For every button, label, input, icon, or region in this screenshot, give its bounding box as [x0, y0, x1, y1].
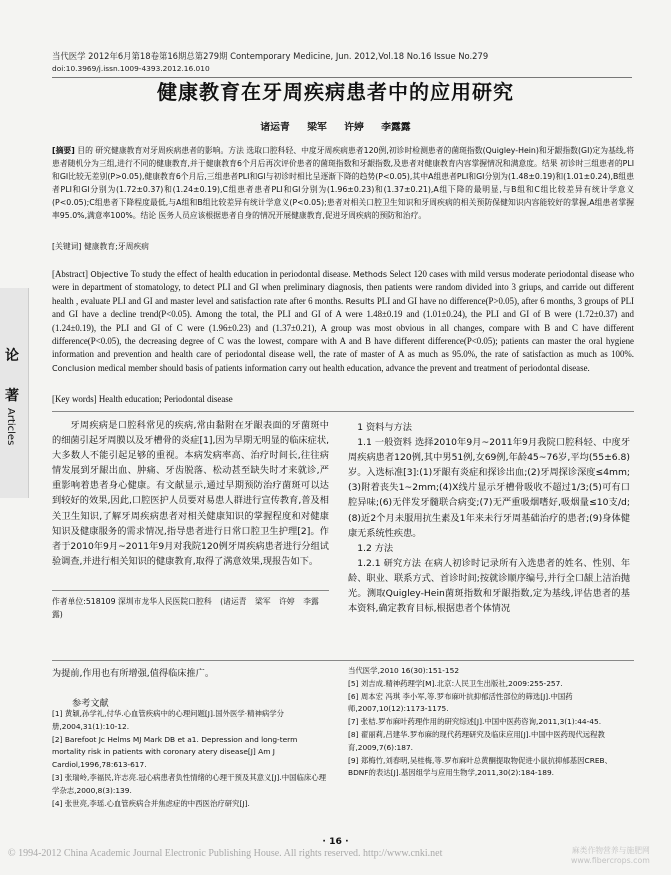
- reference-item: [9] 郑梅竹,刘春明,吴桂梅,等.罗布麻叶总黄酮提取物促进小鼠抗抑郁基因CREB、BDNF的表达[J].基因组学与应用生物学,2011,30(2):184-189.: [348, 755, 612, 778]
- methods-label: Methods: [352, 270, 388, 279]
- author-list: [0, 119, 671, 133]
- methods-section: [348, 420, 630, 616]
- watermark-line: www.fibercrops.com: [571, 856, 650, 865]
- sidebar-char-1: 论: [5, 348, 19, 364]
- subsection-1-1: [348, 435, 630, 541]
- reference-item: [1] 黄颖,孙学礼,付华.心血管疾病中的心理问题[J].国外医学·精神病学分册,2004,31(1):10-12.: [52, 709, 285, 731]
- conclusion-label: Conclusion: [52, 363, 96, 373]
- page-continuation-divider: [52, 660, 634, 661]
- article-title: 健康教育在牙周疾病患者中的应用研究: [157, 80, 514, 104]
- reference-item: [4] 张世亮,李瑶.心血管疾病合并焦虑症的中西医治疗研究[J].: [52, 798, 250, 808]
- watermark-line: 麻类作物营养与施肥网: [571, 846, 650, 855]
- references-title: 参考文献: [72, 698, 109, 709]
- reference-item: 当代医学,2010 16(30):151-152: [348, 666, 460, 675]
- author-name: 诸运青: [260, 122, 290, 133]
- chinese-keywords: [关键词] 健康教育;牙周疾病: [52, 242, 149, 251]
- chinese-abstract: [52, 144, 634, 222]
- conclusion-text: medical member should basis of patients information carry out health education, advance the prevent and treatment of periodontal disease.: [97, 362, 590, 373]
- author-unit-label: 作者单位:518109 深圳市龙华人民医院口腔科: [52, 597, 212, 606]
- author-name: 许婷: [344, 122, 364, 133]
- english-keywords: [Key words] Health education; Periodontal disease: [52, 394, 233, 404]
- author-unit-name: 李露露): [52, 597, 319, 619]
- author-name: 梁军: [307, 122, 327, 133]
- doi-line: doi:10.3969/j.issn.1009-4393.2012.16.010: [52, 64, 210, 73]
- methods-text: Select 120 cases with mild versus moderate periodontal disease who were in department of stomatology, to detect PLI and GI when preliminary diagnosis, then patients were random divided into 3 griups, and carride out different health , evaluate PLI and GI and master level and satisfaction rate after 6 months.: [52, 269, 635, 306]
- results-text: PLI and GI have no difference(P>0.05), after 6 months, 3 groups of PLI and GI have a decline trend(P<0.05). Among the total, the PLI and GI of A were 1.48±0.19 and (1.01±0.24), the PLI and GI of B were (1.72±0.37) and (1.24±0.19), the PLI and GI of C were (1.96±0.23) and (1.37±0.21), A group was most obvious in all changes, compare with B and C have different difference(P<0.05), the decreasing degree of C was the lowest, compare with A and B have different difference(P<0.05); patients can master the oral hygiene information and prevention and health care of periodontal disease well, the rate of master of A as much as 95.0%, the rate of satisfaction as much as 100%.: [52, 295, 635, 360]
- english-abstract: [52, 268, 634, 375]
- reference-item: [8] 翟丽莉,吕建华.罗布麻的现代药理研究及临床应用[J].中国中医药现代远程教育,2009,7(6):187.: [348, 729, 605, 752]
- sidebar-char-2: 著: [5, 388, 19, 404]
- author-name: 李露露: [381, 122, 411, 133]
- reference-item: [7] 张桔.罗布麻叶药理作用的研究综述[J].中国中医药咨询,2011,3(1):44-45.: [348, 717, 602, 727]
- journal-header: 当代医学 2012年6月第18卷第16期总第279期 Contemporary Medicine, Jun. 2012,Vol.18 No.16 Issue No.279: [52, 51, 489, 61]
- abstract-en-label: [Abstract]: [52, 269, 88, 279]
- subsection-text: 选择2010年9月~2011年9月我院口腔科轻、中度牙周疾病患者120例,其中男51例,女69例,年龄45~76岁,平均(55±6.8)岁。入选标准[3]:(1)牙龈有炎症和探诊出血;(2)牙周探诊深度≤4mm;(3)附着丧失1~2mm;(4)X线片显示牙槽骨吸收不超过1/3;(5)可有口腔异味;(6)无伴发牙髓联合病变;(7)无严重吸烟嗜好,吸烟量≤10支/d;(8)近2个月未服用抗生素及1年来未行牙周基础治疗的患者;(9)身体健康无系统性疾患。: [348, 437, 631, 539]
- subsection-heading: 1.2 方法: [357, 542, 394, 554]
- subsection-text: 在病人初诊时记录所有入选患者的姓名、性别、年龄、职业、联系方式、首诊时间;按就诊顺序编号,并行全口龈上洁治抛光。测取Quigley-Hein菌斑指数和牙龈指数,定为基线,评估患者的基本资料,确定教育目标,根据患者个体情况: [348, 557, 631, 615]
- objective-label: Objective: [90, 270, 129, 279]
- reference-item: [2] Barefoot Jc Helms MJ Mark DB et a1. Depression and long-term mortality risk in patients with coronary atery disease[J] Am J Cardiol,1996,78:613-617.: [52, 734, 298, 770]
- objective-text: To study the effect of health education in periodontal disease.: [130, 269, 351, 279]
- author-unit-name: (诸运青: [220, 597, 247, 606]
- reference-item: [3] 张瑞岭,李福民,许志亮.冠心病患者负性情绪的心理干预及其意义[J].中国临床心理学杂志,2000,8(3):139.: [52, 772, 327, 795]
- reference-item: [5] 刘吉成.精神药理学[M].北京:人民卫生出版社,2009:255-257.: [348, 678, 563, 688]
- references-left: [52, 708, 329, 810]
- subsection-heading: 1.1 一般资料: [357, 437, 412, 449]
- subsection-heading: 1.2.1 研究方法: [357, 557, 422, 569]
- section-heading: 1 资料与方法: [357, 422, 412, 433]
- author-unit-name: 许婷: [279, 597, 295, 606]
- copyright-footer: © 1994-2012 China Academic Journal Electronic Publishing House. All rights reserved. http://www.cnki.net: [8, 848, 443, 859]
- intro-paragraph: 牙周疾病是口腔科常见的疾病,常由黏附在牙龈表面的牙菌斑中的细菌引起牙周膜以及牙槽骨的炎症[1],因为早期无明显的临床症状,大多数人不能引起足够的重视。本病发病率高、治疗时间长,往往病情发展到牙龈出血、肿痛、牙齿脱落、松动甚至缺失时才来就诊,严重影响着患者身心健康。有文献显示,通过早期预防治疗菌斑可以达到较好的效果,因此,口腔医护人员要对易患人群进行宣传教育,普及相关卫生知识,了解牙周疾病患者对相关健康知识的掌握程度和对健康知识及健康服务的需求情况,指导患者进行日常口腔卫生护理[2]。作者于2010年9月~2011年9月对我院120例牙周疾病患者进行分组试验调查,并进行相关知识的健康教育,取得了满意效果,现报告如下。: [52, 420, 329, 567]
- results-label: Results: [345, 296, 375, 306]
- references-right: [348, 665, 630, 780]
- sidebar-articles: Articles: [5, 408, 16, 446]
- author-unit-name: 梁军: [255, 597, 271, 606]
- author-unit: [52, 595, 329, 621]
- reference-item: [6] 周本宏 冯琪 李小军,等.罗布麻叶抗抑郁活性部位的筛选[J].中国药师,2007,10(12):1173-1175.: [348, 691, 573, 714]
- abstract-text: 目的 研究健康教育对牙周疾病患者的影响。方法 选取口腔科轻、中度牙周疾病患者120例,初诊时检测患者的菌斑指数(Quigley-Hein)和牙龈指数(GI)定为基线,将患者随机分为三组,进行不同的健康教育,并于健康教育6个月后再次评价患者的菌斑指数和牙龈指数,及患者对健康教育内容掌握情况和满意度。结果 初诊时三组患者的PLI和GI比较无差别(P>0.05),健康教育6个月后,三组患者PLI和GI与初诊时相比呈逐渐下降的趋势(P<0.05),其中A组患者PLI和GI分别为(1.48±0.19)和(1.01±0.24),B组患者PLI和GI分别为(1.72±0.37)和(1.24±0.19),C组患者患者PLI和GI分别为(1.96±0.23)和(1.37±0.21),A组下降的最明显,与B组和C组比较差异有统计学意义(P<0.05);C组患者下降程度最低,与A组和B组比较差异有统计学意义(P<0.05);患者对相关口腔卫生知识和牙周疾病的相关预防保健知识内容能较好的掌握,A组患者掌握率95.0%,满意率100%。结论 医务人员应该根据患者自身的情况开展健康教育,促进牙周疾病的预防和治疗。: [52, 146, 634, 220]
- author-unit-divider: [52, 590, 329, 591]
- abstract-divider: [52, 411, 634, 412]
- continued-text: 为提前,作用也有所增强,值得临床推广。: [52, 668, 215, 679]
- abstract-label: [摘要]: [52, 146, 75, 155]
- page-number: · 16 ·: [322, 836, 349, 847]
- watermark: [571, 846, 650, 866]
- subsection-1-2-1: [348, 556, 630, 616]
